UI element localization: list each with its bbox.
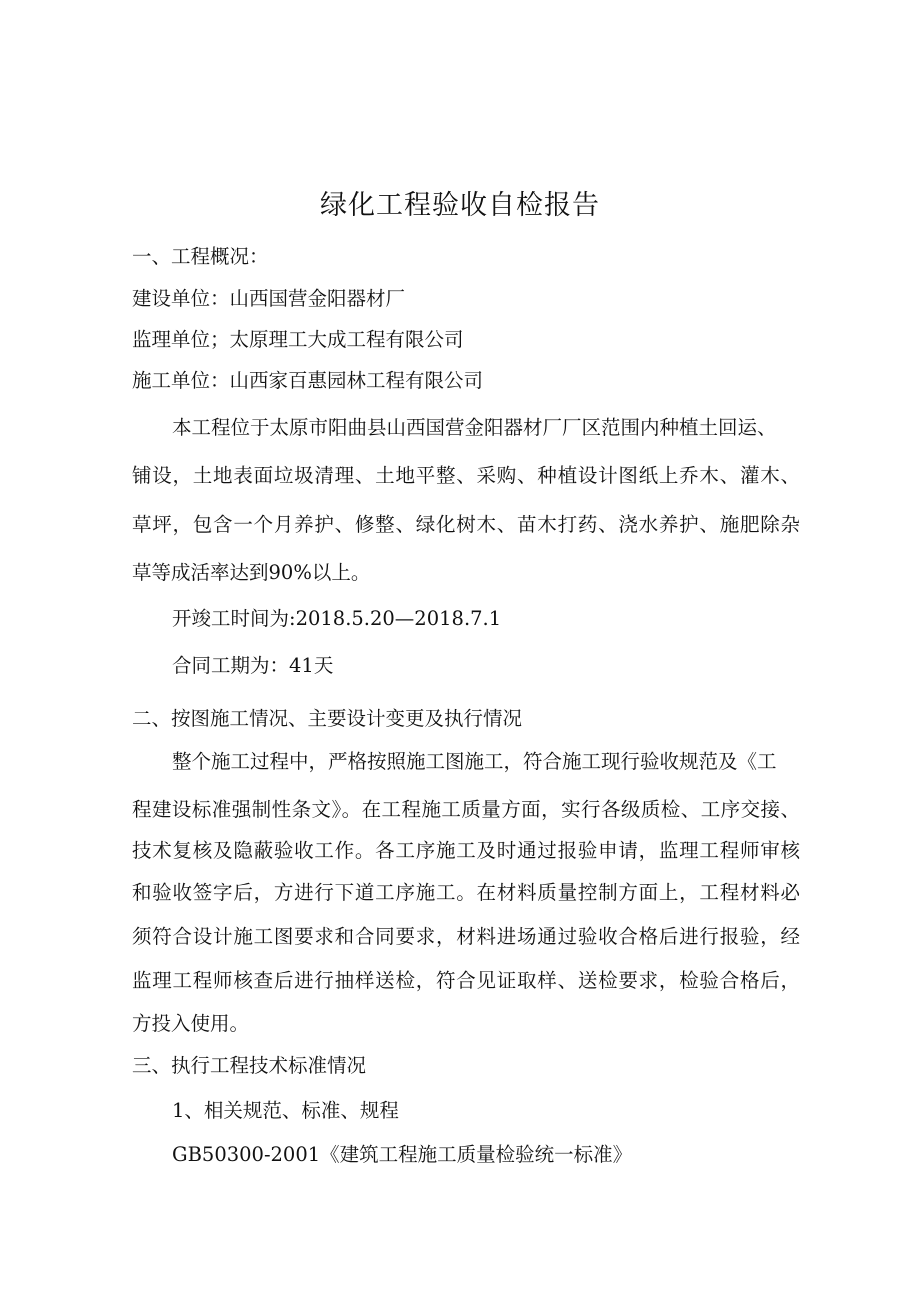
- construction-unit: 建设单位：山西国营金阳器材厂: [132, 287, 406, 310]
- subsection1-heading: 1、相关规范、标准、规程: [172, 1099, 399, 1122]
- section2-line-1: 整个施工过程中，严格按照施工图施工，符合施工现行验收规范及《工: [172, 750, 777, 773]
- section3-heading: 三、执行工程技术标准情况: [132, 1054, 367, 1077]
- overview-line-3: 草坪，包含一个月养护、修整、绿化树木、苗木打药、浇水养护、施肥除杂: [132, 513, 800, 536]
- standard-reference: GB50300-2001《建筑工程施工质量检验统一标准》: [172, 1143, 633, 1166]
- overview-line-1: 本工程位于太原市阳曲县山西国营金阳器材厂厂区范围内种植土回运、: [172, 416, 777, 439]
- section2-heading: 二、按图施工情况、主要设计变更及执行情况: [132, 707, 523, 730]
- overview-line-4: 草等成活率达到90%以上。: [132, 561, 371, 584]
- supervision-unit: 监理单位；太原理工大成工程有限公司: [132, 328, 464, 351]
- contract-period: 合同工期为：41天: [172, 654, 334, 677]
- contractor-unit: 施工单位：山西家百惠园林工程有限公司: [132, 369, 484, 392]
- document-title: 绿化工程验收自检报告: [320, 190, 600, 221]
- overview-line-2: 铺设，土地表面垃圾清理、土地平整、采购、种植设计图纸上乔木、灌木、: [132, 464, 800, 487]
- schedule: 开竣工时间为:2018.5.20—2018.7.1: [172, 607, 502, 630]
- section1-heading: 一、工程概况：: [132, 245, 269, 268]
- section2-line-4: 和验收签字后，方进行下道工序施工。在材料质量控制方面上，工程材料必: [132, 881, 800, 904]
- section2-line-6: 监理工程师核查后进行抽样送检，符合见证取样、送检要求，检验合格后，: [132, 969, 800, 992]
- section2-line-2: 程建设标准强制性条文》。在工程施工质量方面，实行各级质检、工序交接、: [132, 798, 800, 821]
- section2-line-3: 技术复核及隐蔽验收工作。各工序施工及时通过报验申请，监理工程师审核: [132, 839, 800, 862]
- section2-line-7: 方投入使用。: [132, 1012, 250, 1035]
- section2-line-5: 须符合设计施工图要求和合同要求，材料进场通过验收合格后进行报验，经: [132, 925, 800, 948]
